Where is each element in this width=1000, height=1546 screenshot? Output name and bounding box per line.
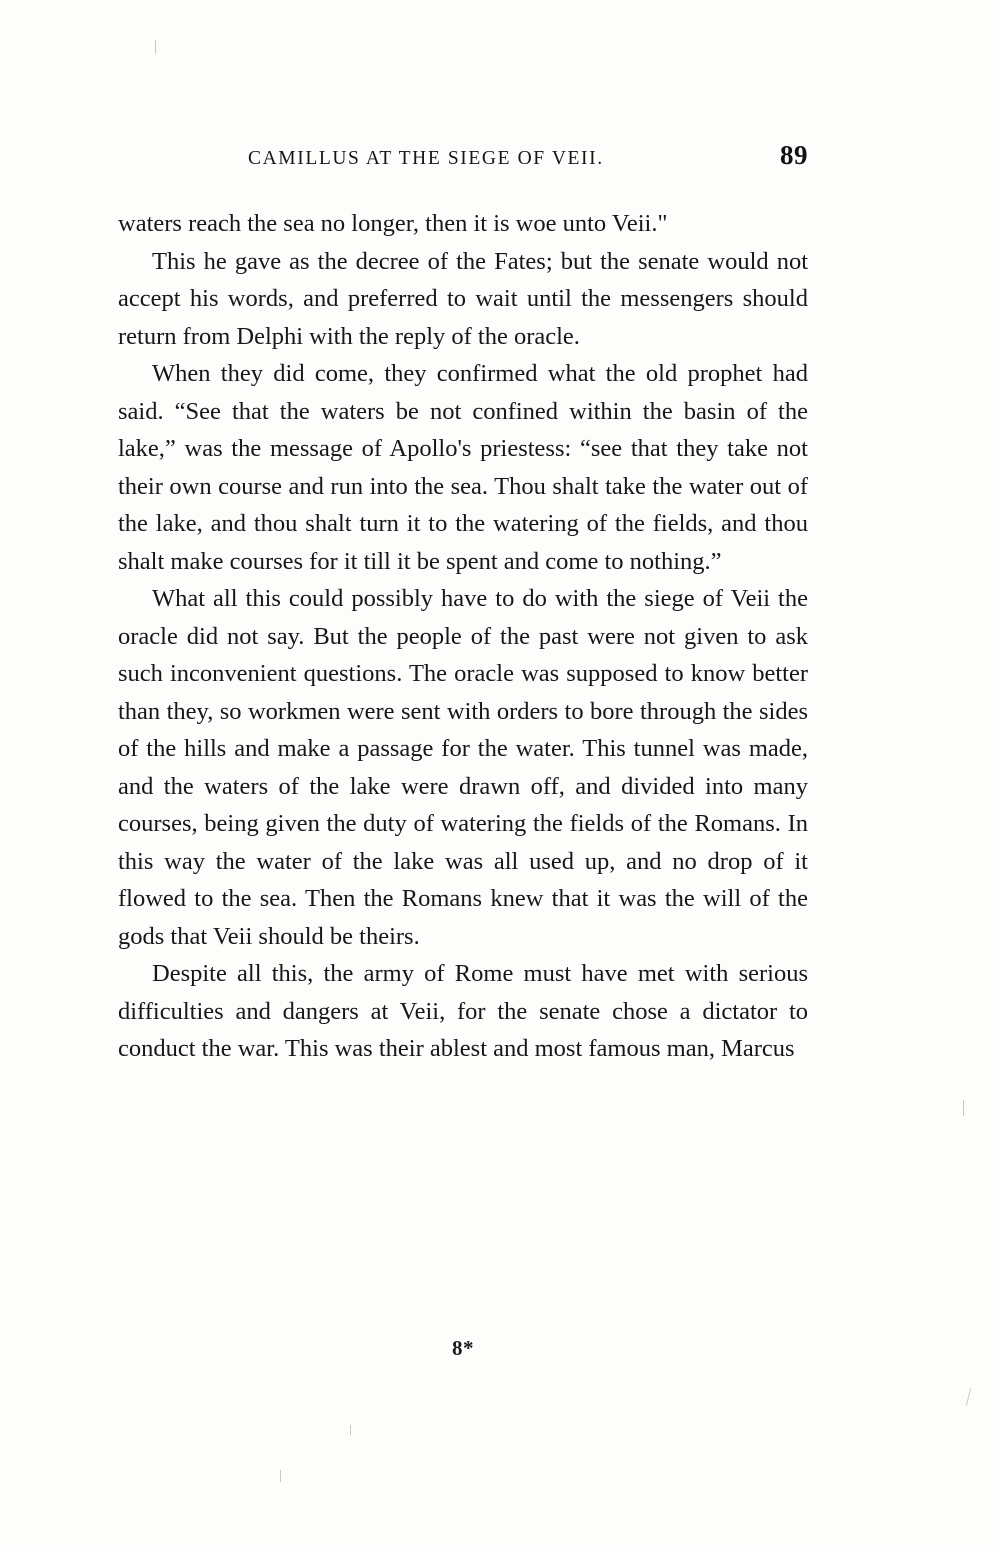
signature-mark: 8* <box>452 1336 474 1360</box>
page-edge-mark-top <box>155 40 156 54</box>
paragraph: waters reach the sea no longer, then it is woe unto Veii." <box>118 210 668 237</box>
body-text <box>118 205 808 1068</box>
page-edge-mark-mid <box>350 1425 351 1435</box>
page-header <box>118 140 808 171</box>
page-edge-mark-right-lower <box>966 1388 971 1406</box>
paragraph: This he gave as the decree of the Fates; but the senate would not accept his words, and preferred to wait until the messengers should return from Delphi with the reply of the oracle. <box>118 247 808 350</box>
paragraph: When they did come, they confirmed what the old prophet had said. “See that the waters be not confined within the basin of the lake,” was the message of Apollo's priestess: “see that they take not their own course and run into the sea. Thou shalt take the water out of the lake, and thou shalt turn it to the watering of the fields, and thou shalt make courses for it till it be spent and come to nothing.” <box>118 360 808 575</box>
page-number: 89 <box>780 140 808 170</box>
page-edge-mark-right <box>963 1100 964 1116</box>
page-text-block <box>118 140 808 1360</box>
page-edge-mark-bottom <box>280 1470 281 1482</box>
paragraph: Despite all this, the army of Rome must have met with serious difficulties and dangers at Veii, for the senate chose a dictator to conduct the war. This was their ablest and most famous man, Marcus <box>118 960 808 1062</box>
running-head: CAMILLUS AT THE SIEGE OF VEII. <box>248 148 604 169</box>
paragraph: What all this could possibly have to do with the siege of Veii the oracle did not say. But the people of the past were not given to ask such inconvenient questions. The oracle was supposed to know better than they, so workmen were sent with orders to bore through the sides of the hills and make a passage for the water. This tunnel was made, and the waters of the lake were drawn off, and divided into many courses, being given the duty of watering the fields of the Romans. In this way the water of the lake was all used up, and no drop of it flowed to the sea. Then the Romans knew that it was the will of the gods that Veii should be theirs. <box>118 585 808 950</box>
